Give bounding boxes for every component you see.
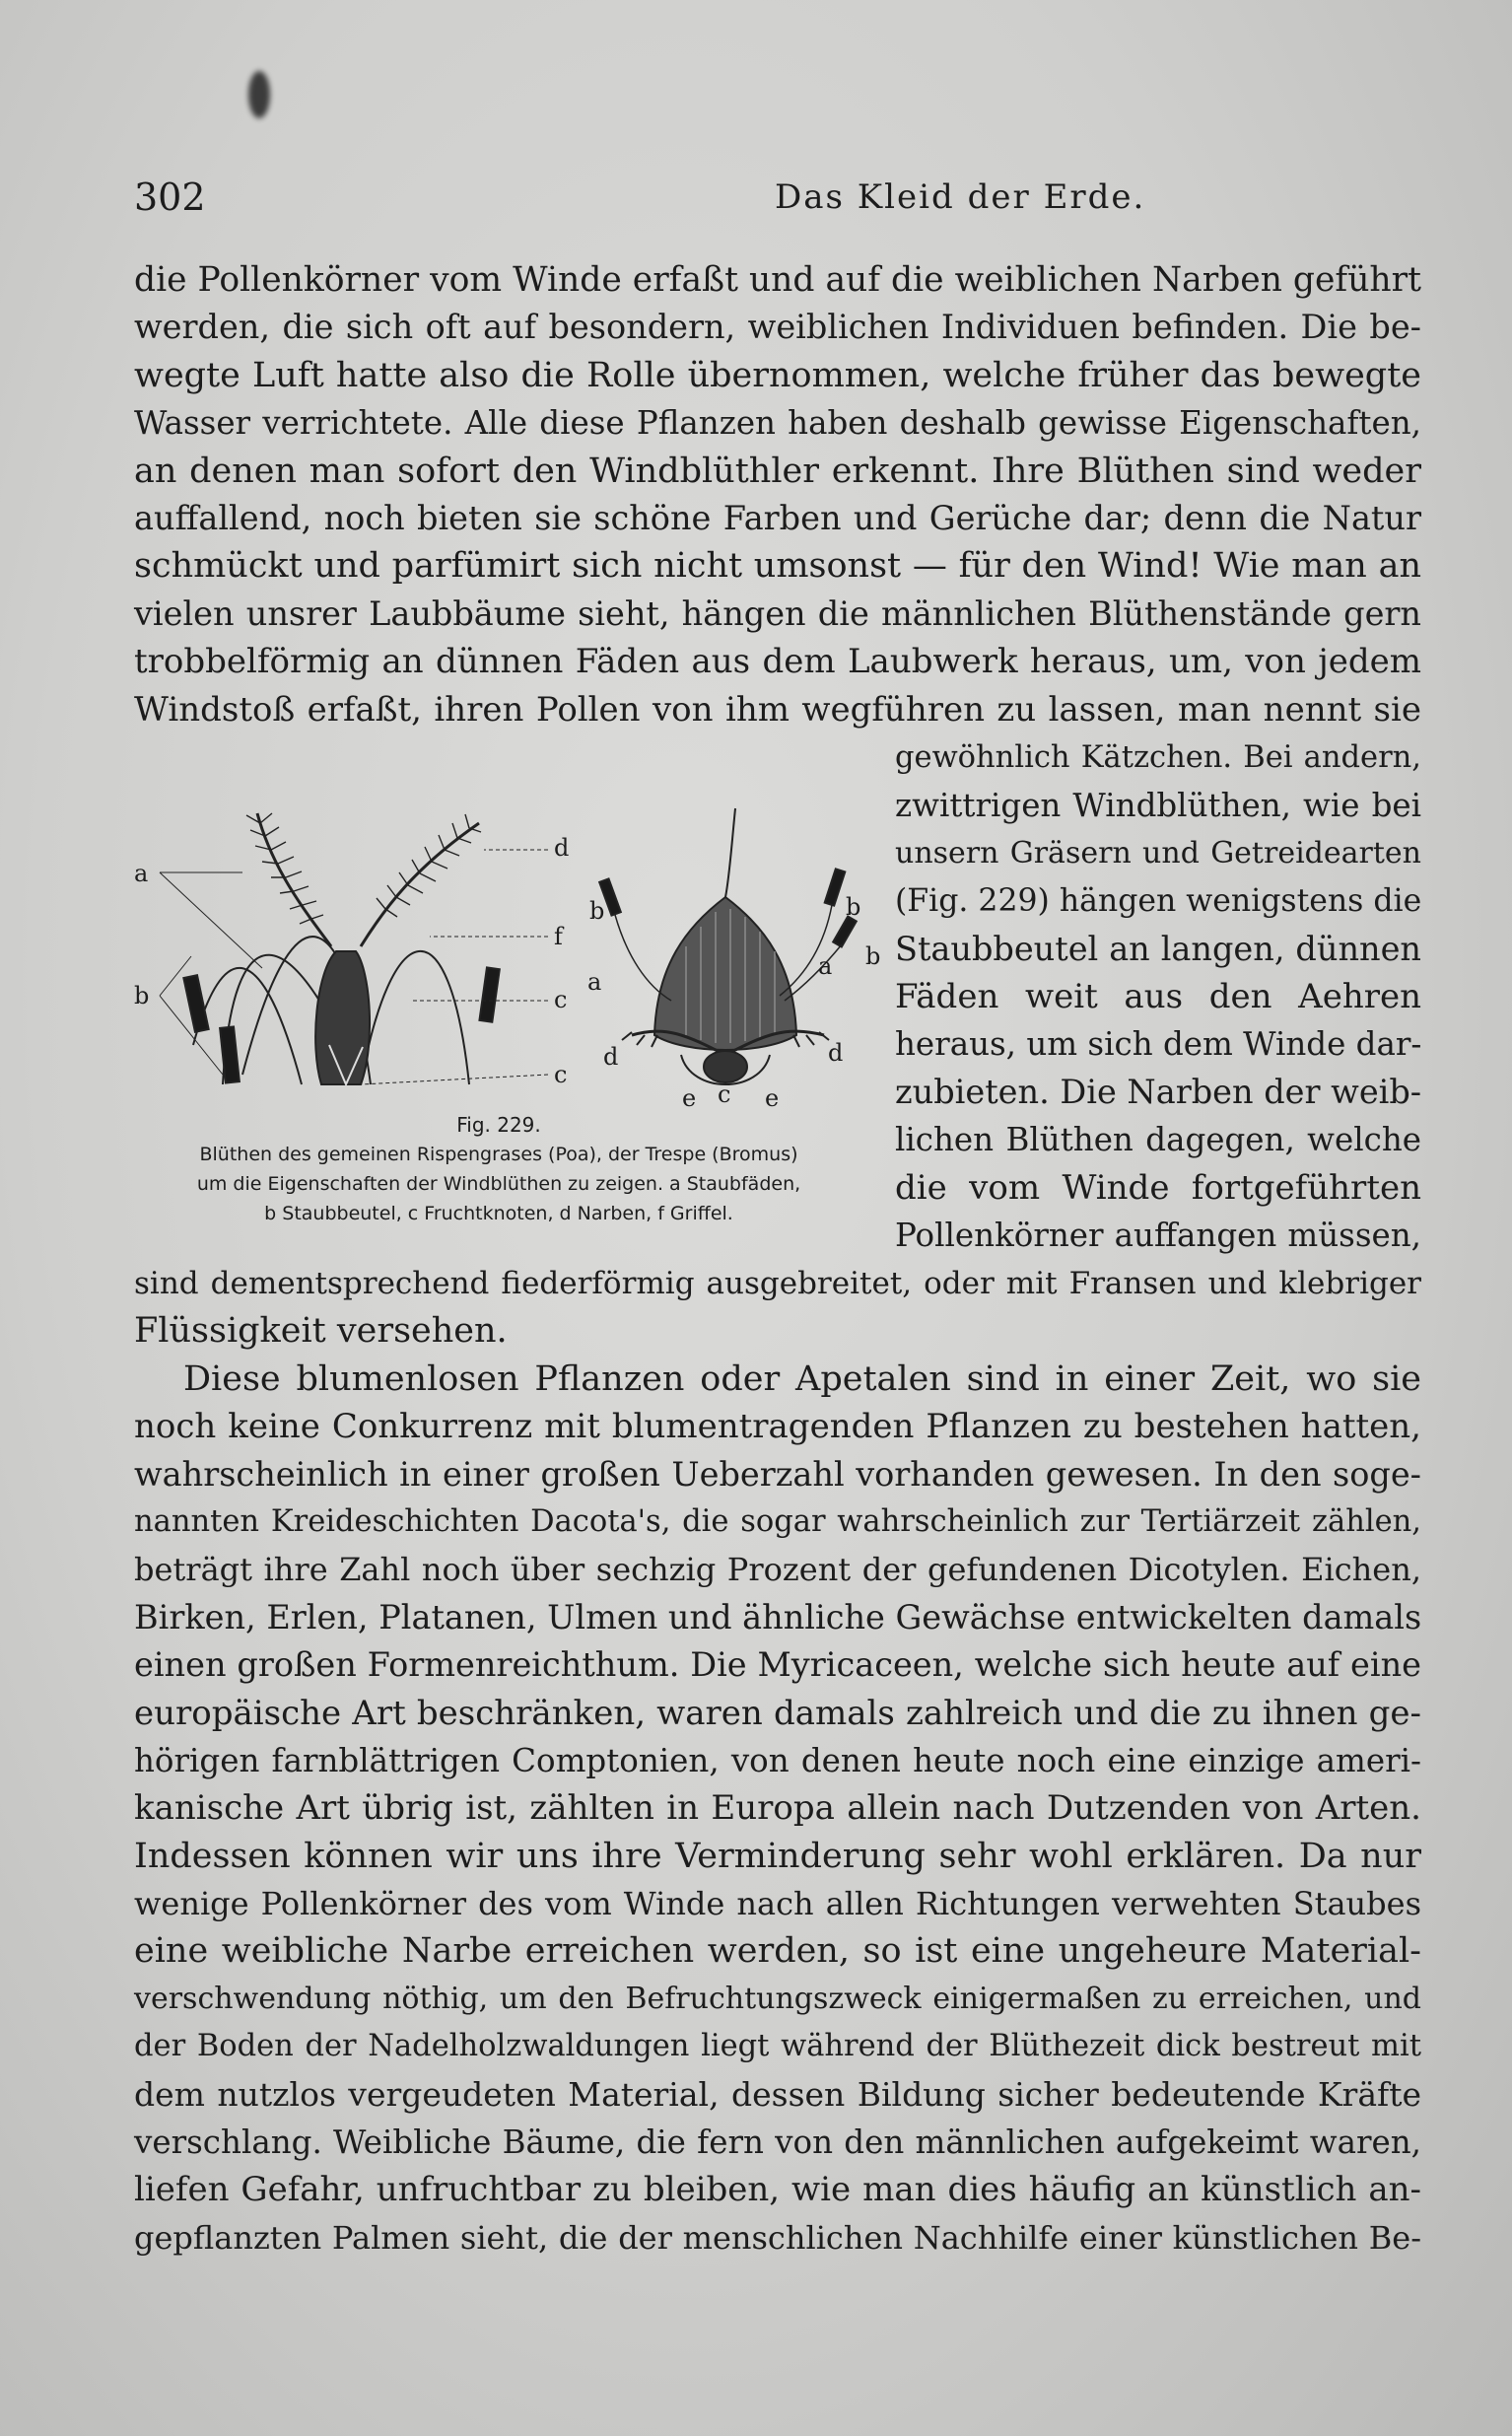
text-line: nannten Kreideschichten Dacota's, die sogar wahrscheinlich zur Tertiärzeit zählen, xyxy=(134,1503,1421,1539)
fig-letter-e: e xyxy=(765,1084,780,1112)
text-line: die vom Winde fortgeführten xyxy=(895,1167,1421,1208)
fig-letter-a: a xyxy=(587,968,602,996)
text-line: Indessen können wir uns ihre Verminderung sehr wohl erklären. Da nur xyxy=(134,1836,1421,1876)
text-line: vielen unsrer Laubbäume sieht, hängen die männlichen Blüthenstände gern xyxy=(134,593,1421,633)
page-header xyxy=(134,170,1421,225)
text-line: kanische Art übrig ist, zählten in Europa allein nach Dutzenden von Arten. xyxy=(134,1788,1421,1829)
text-line: eine weibliche Narbe erreichen werden, so ist eine ungeheure Material- xyxy=(134,1931,1421,1972)
fig-letter-c: c xyxy=(554,1061,568,1088)
figure-caption xyxy=(134,1110,863,1228)
fig-letter-a: a xyxy=(134,860,149,887)
text-line: Flüssigkeit versehen. xyxy=(134,1311,508,1352)
figure-label: Fig. 229. xyxy=(456,1113,541,1137)
text-line: Birken, Erlen, Platanen, Ulmen und ähnliche Gewächse entwickelten damals xyxy=(134,1597,1422,1636)
text-line: wahrscheinlich in einer großen Ueberzahl vorhanden gewesen. In den soge- xyxy=(134,1454,1421,1494)
text-line: wenige Pollenkörner des vom Winde nach allen Richtungen verwehten Staubes xyxy=(134,1885,1421,1923)
text-line: lichen Blüthen dagegen, welche xyxy=(895,1121,1421,1159)
text-line: auffallend, noch bieten sie schöne Farben und Gerüche dar; denn die Natur xyxy=(134,498,1421,537)
fig-letter-d: d xyxy=(828,1039,844,1067)
bromus-floret-drawing xyxy=(599,808,857,1084)
text-line: europäische Art beschränken, waren damals zahlreich und die zu ihnen ge- xyxy=(134,1693,1421,1733)
text-line: Diese blumenlosen Pflanzen oder Apetalen sind in einer Zeit, wo sie xyxy=(183,1358,1421,1399)
ink-smudge xyxy=(248,71,270,118)
poa-floret-drawing xyxy=(160,813,548,1084)
fig-letter-c: c xyxy=(718,1080,731,1108)
text-line: Staubbeutel an langen, dünnen xyxy=(895,929,1421,968)
text-line: Windstoß erfaßt, ihren Pollen von ihm wegführen zu lassen, man nennt sie xyxy=(134,689,1421,730)
running-title: Das Kleid der Erde. xyxy=(775,177,1146,217)
text-line: gepflanzten Palmen sieht, die der menschlichen Nachhilfe einer künstlichen Be- xyxy=(134,2218,1421,2257)
fig-letter-b: b xyxy=(865,942,881,970)
fig-letter-a: a xyxy=(818,952,833,980)
text-line: gewöhnlich Kätzchen. Bei andern, xyxy=(895,740,1421,775)
text-line: sind dementsprechend fiederförmig ausgebreitet, oder mit Fransen und klebriger xyxy=(134,1266,1421,1301)
caption-line: b Staubbeutel, c Fruchtknoten, d Narben, f Griffel. xyxy=(264,1203,733,1224)
text-line: an denen man sofort den Windblüthler erkennt. Ihre Blüthen sind weder xyxy=(134,451,1421,491)
fig-letter-c: c xyxy=(554,986,568,1013)
caption-line: Blüthen des gemeinen Rispengrases (Poa), der Trespe (Bromus) xyxy=(199,1144,798,1165)
text-line: unsern Gräsern und Getreidearten xyxy=(895,835,1421,870)
page-number: 302 xyxy=(134,175,206,219)
fig-letter-f: f xyxy=(554,923,563,950)
text-line: die Pollenkörner vom Winde erfaßt und auf die weiblichen Narben geführt xyxy=(134,260,1421,300)
text-line: zwittrigen Windblüthen, wie bei xyxy=(895,787,1421,825)
figure-229 xyxy=(134,789,881,1252)
text-line: liefen Gefahr, unfruchtbar zu bleiben, wie man dies häufig an künstlich an- xyxy=(134,2170,1421,2210)
fig-letter-b: b xyxy=(134,982,150,1009)
text-line: verschlang. Weibliche Bäume, die fern von den männlichen aufgekeimt waren, xyxy=(134,2123,1421,2162)
caption-line: um die Eigenschaften der Windblüthen zu zeigen. a Staubfäden, xyxy=(196,1173,801,1195)
fig-letter-d: d xyxy=(554,834,570,862)
text-line: heraus, um sich dem Winde dar- xyxy=(895,1025,1422,1064)
text-line: Fäden weit aus den Aehren xyxy=(895,976,1421,1016)
text-line: einen großen Formenreichthum. Die Myricaceen, welche sich heute auf eine xyxy=(134,1645,1421,1685)
grass-flower-illustration xyxy=(134,789,881,1114)
text-line: trobbelförmig an dünnen Fäden aus dem Laubwerk heraus, um, von jedem xyxy=(134,642,1421,682)
text-line: (Fig. 229) hängen wenigstens die xyxy=(895,883,1422,920)
text-line: wegte Luft hatte also die Rolle übernommen, welche früher das bewegte xyxy=(134,355,1421,395)
fig-letter-b: b xyxy=(589,897,605,925)
text-line: hörigen farnblättrigen Comptonien, von denen heute noch eine einzige ameri- xyxy=(134,1741,1421,1779)
fig-letter-e: e xyxy=(682,1084,697,1112)
text-line: werden, die sich oft auf besondern, weiblichen Individuen befinden. Die be- xyxy=(134,308,1421,347)
text-block-bottom xyxy=(134,1260,1421,2262)
text-line: Wasser verrichtete. Alle diese Pflanzen haben deshalb gewisse Eigenschaften, xyxy=(134,404,1421,443)
text-line: dem nutzlos vergeudeten Material, dessen Bildung sicher bedeutende Kräfte xyxy=(134,2074,1421,2114)
text-line: beträgt ihre Zahl noch über sechzig Prozent der gefundenen Dicotylen. Eichen, xyxy=(134,1551,1421,1589)
text-line: noch keine Conkurrenz mit blumentragenden Pflanzen zu bestehen hatten, xyxy=(134,1407,1421,1447)
text-line: schmückt und parfümirt sich nicht umsonst — für den Wind! Wie man an xyxy=(134,546,1421,587)
text-line: zubieten. Die Narben der weib- xyxy=(895,1072,1422,1111)
text-line: Pollenkörner auffangen müssen, xyxy=(895,1216,1421,1254)
text-block-wrap xyxy=(895,734,1421,1259)
text-line: verschwendung nöthig, um den Befruchtungszweck einigermaßen zu erreichen, und xyxy=(134,1981,1421,2016)
fig-letter-d: d xyxy=(603,1043,619,1071)
fig-letter-b: b xyxy=(846,893,861,921)
text-block-top xyxy=(134,256,1421,733)
text-line: der Boden der Nadelholzwaldungen liegt während der Blüthezeit dick bestreut mit xyxy=(134,2029,1421,2064)
